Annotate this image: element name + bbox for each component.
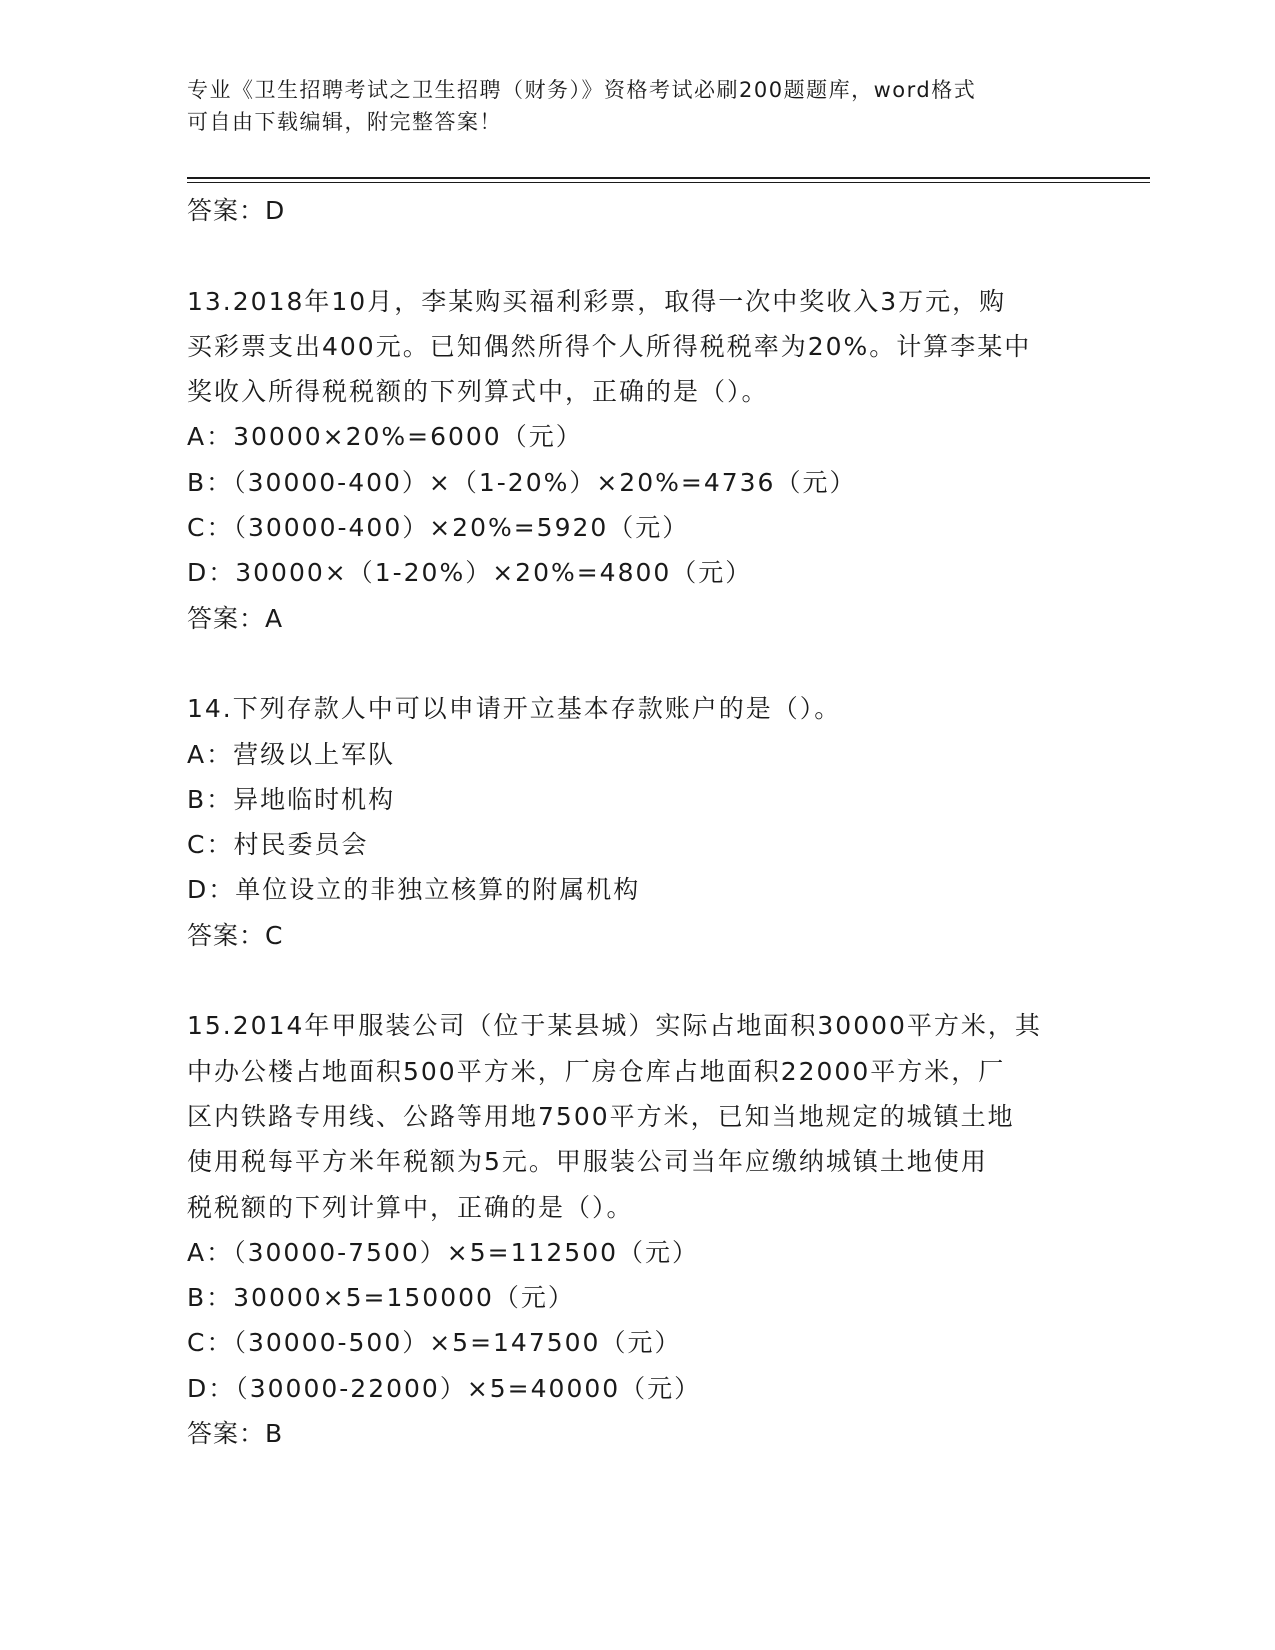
header-line-1: 专业《卫生招聘考试之卫生招聘（财务）》资格考试必刷200题题库，word格式	[187, 78, 977, 102]
spacer	[187, 641, 1087, 686]
option-c: C：（30000-400）×20%=5920（元）	[187, 513, 690, 543]
spacer	[187, 233, 1087, 278]
question-text-line: 税税额的下列计算中，正确的是（）。	[187, 1192, 634, 1222]
question-text-line: 14.下列存款人中可以申请开立基本存款账户的是（）。	[187, 694, 842, 724]
page-header	[187, 74, 1087, 138]
option-a: A：（30000-7500）×5=112500（元）	[187, 1237, 700, 1267]
question-text-line: 使用税每平方米年税额为5元。甲服装公司当年应缴纳城镇土地使用	[187, 1147, 988, 1177]
header-line-2: 可自由下载编辑，附完整答案！	[187, 110, 502, 134]
document-body	[187, 188, 1087, 1456]
question-15	[187, 1003, 1087, 1456]
question-text-line: 区内铁路专用线、公路等用地7500平方米，已知当地规定的城镇土地	[187, 1101, 1015, 1131]
question-text-line: 买彩票支出400元。已知偶然所得个人所得税税率为20%。计算李某中	[187, 331, 1032, 361]
header-divider-thin	[187, 182, 1150, 183]
question-text-line: 15.2014年甲服装公司（位于某县城）实际占地面积30000平方米，其	[187, 1011, 1042, 1041]
option-d: D：单位设立的非独立核算的附属机构	[187, 875, 641, 905]
spacer	[187, 958, 1087, 1003]
answer: 答案：A	[187, 603, 284, 633]
question-text-line: 奖收入所得税税额的下列算式中，正确的是（）。	[187, 377, 769, 407]
answer: 答案：C	[187, 920, 284, 950]
option-c: C：村民委员会	[187, 830, 369, 860]
option-b: B：异地临时机构	[187, 784, 396, 814]
option-b: B：（30000-400）×（1-20%）×20%=4736（元）	[187, 467, 857, 497]
option-d: D：30000×（1-20%）×20%=4800（元）	[187, 558, 753, 588]
question-text-line: 13.2018年10月，李某购买福利彩票，取得一次中奖收入3万元，购	[187, 286, 1007, 316]
question-14	[187, 686, 1087, 958]
question-13	[187, 279, 1087, 641]
answer: 答案：B	[187, 1419, 284, 1449]
option-a: A：30000×20%=6000（元）	[187, 422, 583, 452]
option-c: C：（30000-500）×5=147500（元）	[187, 1328, 682, 1358]
header-divider-thick	[187, 177, 1150, 179]
question-text-line: 中办公楼占地面积500平方米，厂房仓库占地面积22000平方米，厂	[187, 1056, 1006, 1086]
option-b: B：30000×5=150000（元）	[187, 1283, 575, 1313]
option-a: A：营级以上军队	[187, 739, 396, 769]
option-d: D：（30000-22000）×5=40000（元）	[187, 1373, 702, 1403]
previous-answer: 答案：D	[187, 196, 286, 225]
